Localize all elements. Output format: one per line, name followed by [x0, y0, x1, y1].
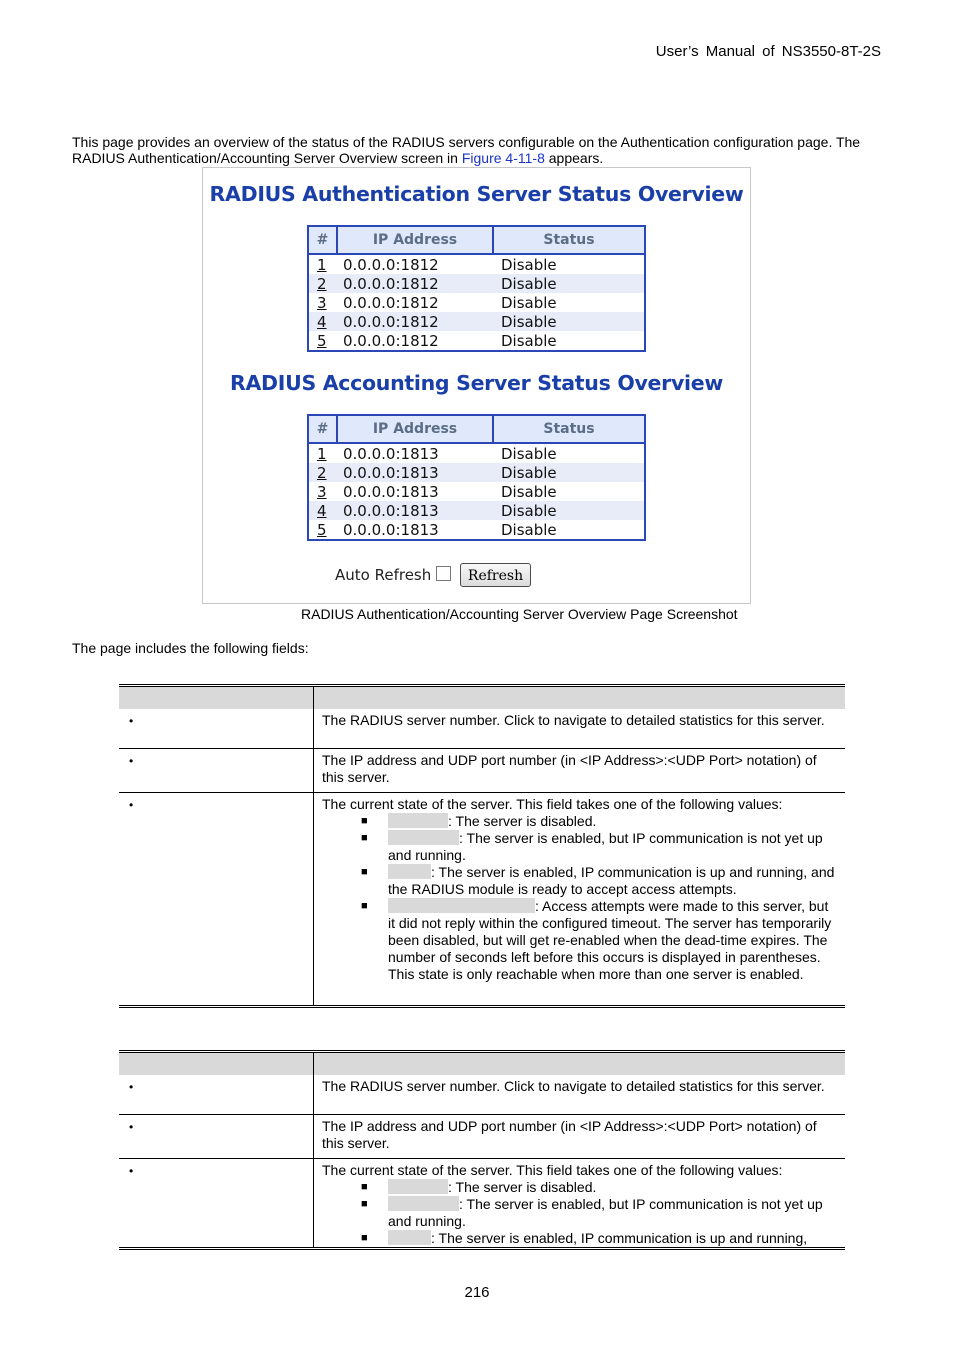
status-cell: Disable — [501, 293, 557, 312]
acct-overview-title: RADIUS Accounting Server Status Overview — [230, 371, 723, 395]
intro-paragraph — [72, 134, 887, 166]
table-row — [308, 501, 645, 520]
server-number-link[interactable]: 4 — [308, 312, 337, 331]
bullet: • — [119, 792, 314, 1006]
server-number-link[interactable]: 5 — [317, 331, 327, 350]
bullet: • — [119, 1075, 314, 1114]
field-description — [314, 792, 846, 1006]
col-status-header: Status — [493, 415, 645, 443]
status-cell: Disable — [501, 482, 557, 501]
field-description: The RADIUS server number. Click to navigate to detailed statistics for this server. — [314, 709, 846, 748]
server-number-link[interactable]: 3 — [317, 482, 327, 501]
table-row — [119, 709, 845, 748]
list-item: ■ : The server is enabled, but IP communication is not yet up and running. — [388, 830, 837, 864]
acct-fields-table — [119, 1050, 845, 1250]
auth-overview-title: RADIUS Authentication Server Status Overview — [209, 182, 744, 206]
ip-address-cell: 0.0.0.0:1813 — [337, 463, 493, 482]
server-number-link[interactable]: 1 — [317, 444, 327, 463]
table-row — [308, 331, 645, 351]
bullet: • — [119, 1158, 314, 1248]
bullet: • — [119, 748, 314, 792]
status-cell: Disable — [501, 331, 557, 350]
table-header-row — [119, 686, 845, 710]
fields-intro: The page includes the following fields: — [72, 640, 309, 656]
intro-text-after: appears. — [544, 150, 604, 166]
table-row — [308, 520, 645, 540]
ip-address-cell: 0.0.0.0:1812 — [343, 331, 439, 350]
table-row — [308, 293, 645, 312]
table-row — [119, 1075, 845, 1114]
auth-fields-table — [119, 684, 845, 1008]
ip-address-cell: 0.0.0.0:1813 — [337, 501, 493, 520]
auto-refresh-label: Auto Refresh — [335, 566, 432, 584]
status-values-list — [322, 813, 837, 983]
table-row — [308, 254, 645, 274]
status-cell: Disable — [493, 501, 645, 520]
status-cell: Disable — [493, 274, 645, 293]
intro-text-before: This page provides an overview of the status of the RADIUS servers configurable on the Authentication configuration page. The RADIUS Authentication/Accounting Server Overview screen in — [72, 134, 861, 166]
server-number-link[interactable]: 5 — [317, 520, 327, 539]
list-item: ■ : Access attempts were made to this server, but it did not reply within the configured timeout. The server has temporarily been disabled, but will get re-enabled when the dead-time expires. The number of seconds left before this occurs is displayed in parentheses. This state is only reachable when more than one server is enabled. — [388, 898, 837, 983]
table-row — [308, 443, 645, 463]
status-cell: Disable — [501, 520, 557, 539]
figure-caption: RADIUS Authentication/Accounting Server Overview Page Screenshot — [301, 606, 738, 622]
server-number-link[interactable]: 4 — [308, 501, 337, 520]
auto-refresh-checkbox[interactable] — [436, 566, 451, 581]
bullet: • — [119, 1114, 314, 1158]
ip-address-cell: 0.0.0.0:1812 — [343, 255, 439, 274]
col-status-header: Status — [493, 226, 645, 254]
status-values-list — [322, 1179, 837, 1247]
table-row — [308, 274, 645, 293]
refresh-button[interactable]: Refresh — [460, 563, 531, 587]
status-cell: Disable — [493, 463, 645, 482]
field-description: The RADIUS server number. Click to navigate to detailed statistics for this server. — [314, 1075, 846, 1114]
col-num-header: # — [308, 415, 337, 443]
status-cell: Disable — [501, 444, 557, 463]
ip-address-cell: 0.0.0.0:1813 — [343, 482, 439, 501]
table-header-row — [119, 1052, 845, 1076]
server-number-link[interactable]: 3 — [317, 293, 327, 312]
field-description — [314, 1158, 846, 1248]
server-number-link[interactable]: 1 — [317, 255, 327, 274]
table-row — [308, 482, 645, 501]
status-intro: The current state of the server. This field takes one of the following values: — [322, 795, 783, 812]
ip-address-cell: 0.0.0.0:1813 — [343, 520, 439, 539]
ip-address-cell: 0.0.0.0:1812 — [337, 312, 493, 331]
status-cell: Disable — [493, 312, 645, 331]
server-number-link[interactable]: 2 — [308, 274, 337, 293]
page-number: 216 — [464, 1284, 490, 1301]
field-description: The IP address and UDP port number (in <IP Address>:<UDP Port> notation) of this server. — [314, 1114, 846, 1158]
list-item: ■ : The server is disabled. — [388, 813, 837, 830]
list-item: ■ : The server is enabled, IP communication is up and running, and the RADIUS module is ready to accept access attempts. — [388, 864, 837, 898]
status-cell: Disable — [501, 255, 557, 274]
figure-link[interactable]: Figure 4-11-8 — [461, 150, 545, 166]
table-row — [119, 1158, 845, 1248]
screenshot-panel — [202, 167, 751, 604]
acct-server-table — [307, 414, 646, 541]
table-row — [119, 792, 845, 1006]
col-ip-header: IP Address — [337, 415, 493, 443]
list-item: ■ : The server is disabled. — [388, 1179, 837, 1196]
status-intro: The current state of the server. This field takes one of the following values: — [322, 1161, 783, 1178]
col-num-header: # — [308, 226, 337, 254]
col-ip-header: IP Address — [337, 226, 493, 254]
ip-address-cell: 0.0.0.0:1812 — [343, 293, 439, 312]
list-item: ■ : The server is enabled, IP communication is up and running, — [388, 1230, 837, 1247]
list-item: ■ : The server is enabled, but IP communication is not yet up and running. — [388, 1196, 837, 1230]
ip-address-cell: 0.0.0.0:1813 — [343, 444, 439, 463]
table-row — [119, 748, 845, 792]
bullet: • — [119, 709, 314, 748]
auth-server-table — [307, 225, 646, 352]
field-description: The IP address and UDP port number (in <IP Address>:<UDP Port> notation) of this server. — [314, 748, 846, 792]
table-row — [308, 463, 645, 482]
ip-address-cell: 0.0.0.0:1812 — [337, 274, 493, 293]
table-row — [119, 1114, 845, 1158]
server-number-link[interactable]: 2 — [308, 463, 337, 482]
page-header: User’s Manual of NS3550-8T-2S — [655, 43, 881, 60]
table-row — [308, 312, 645, 331]
